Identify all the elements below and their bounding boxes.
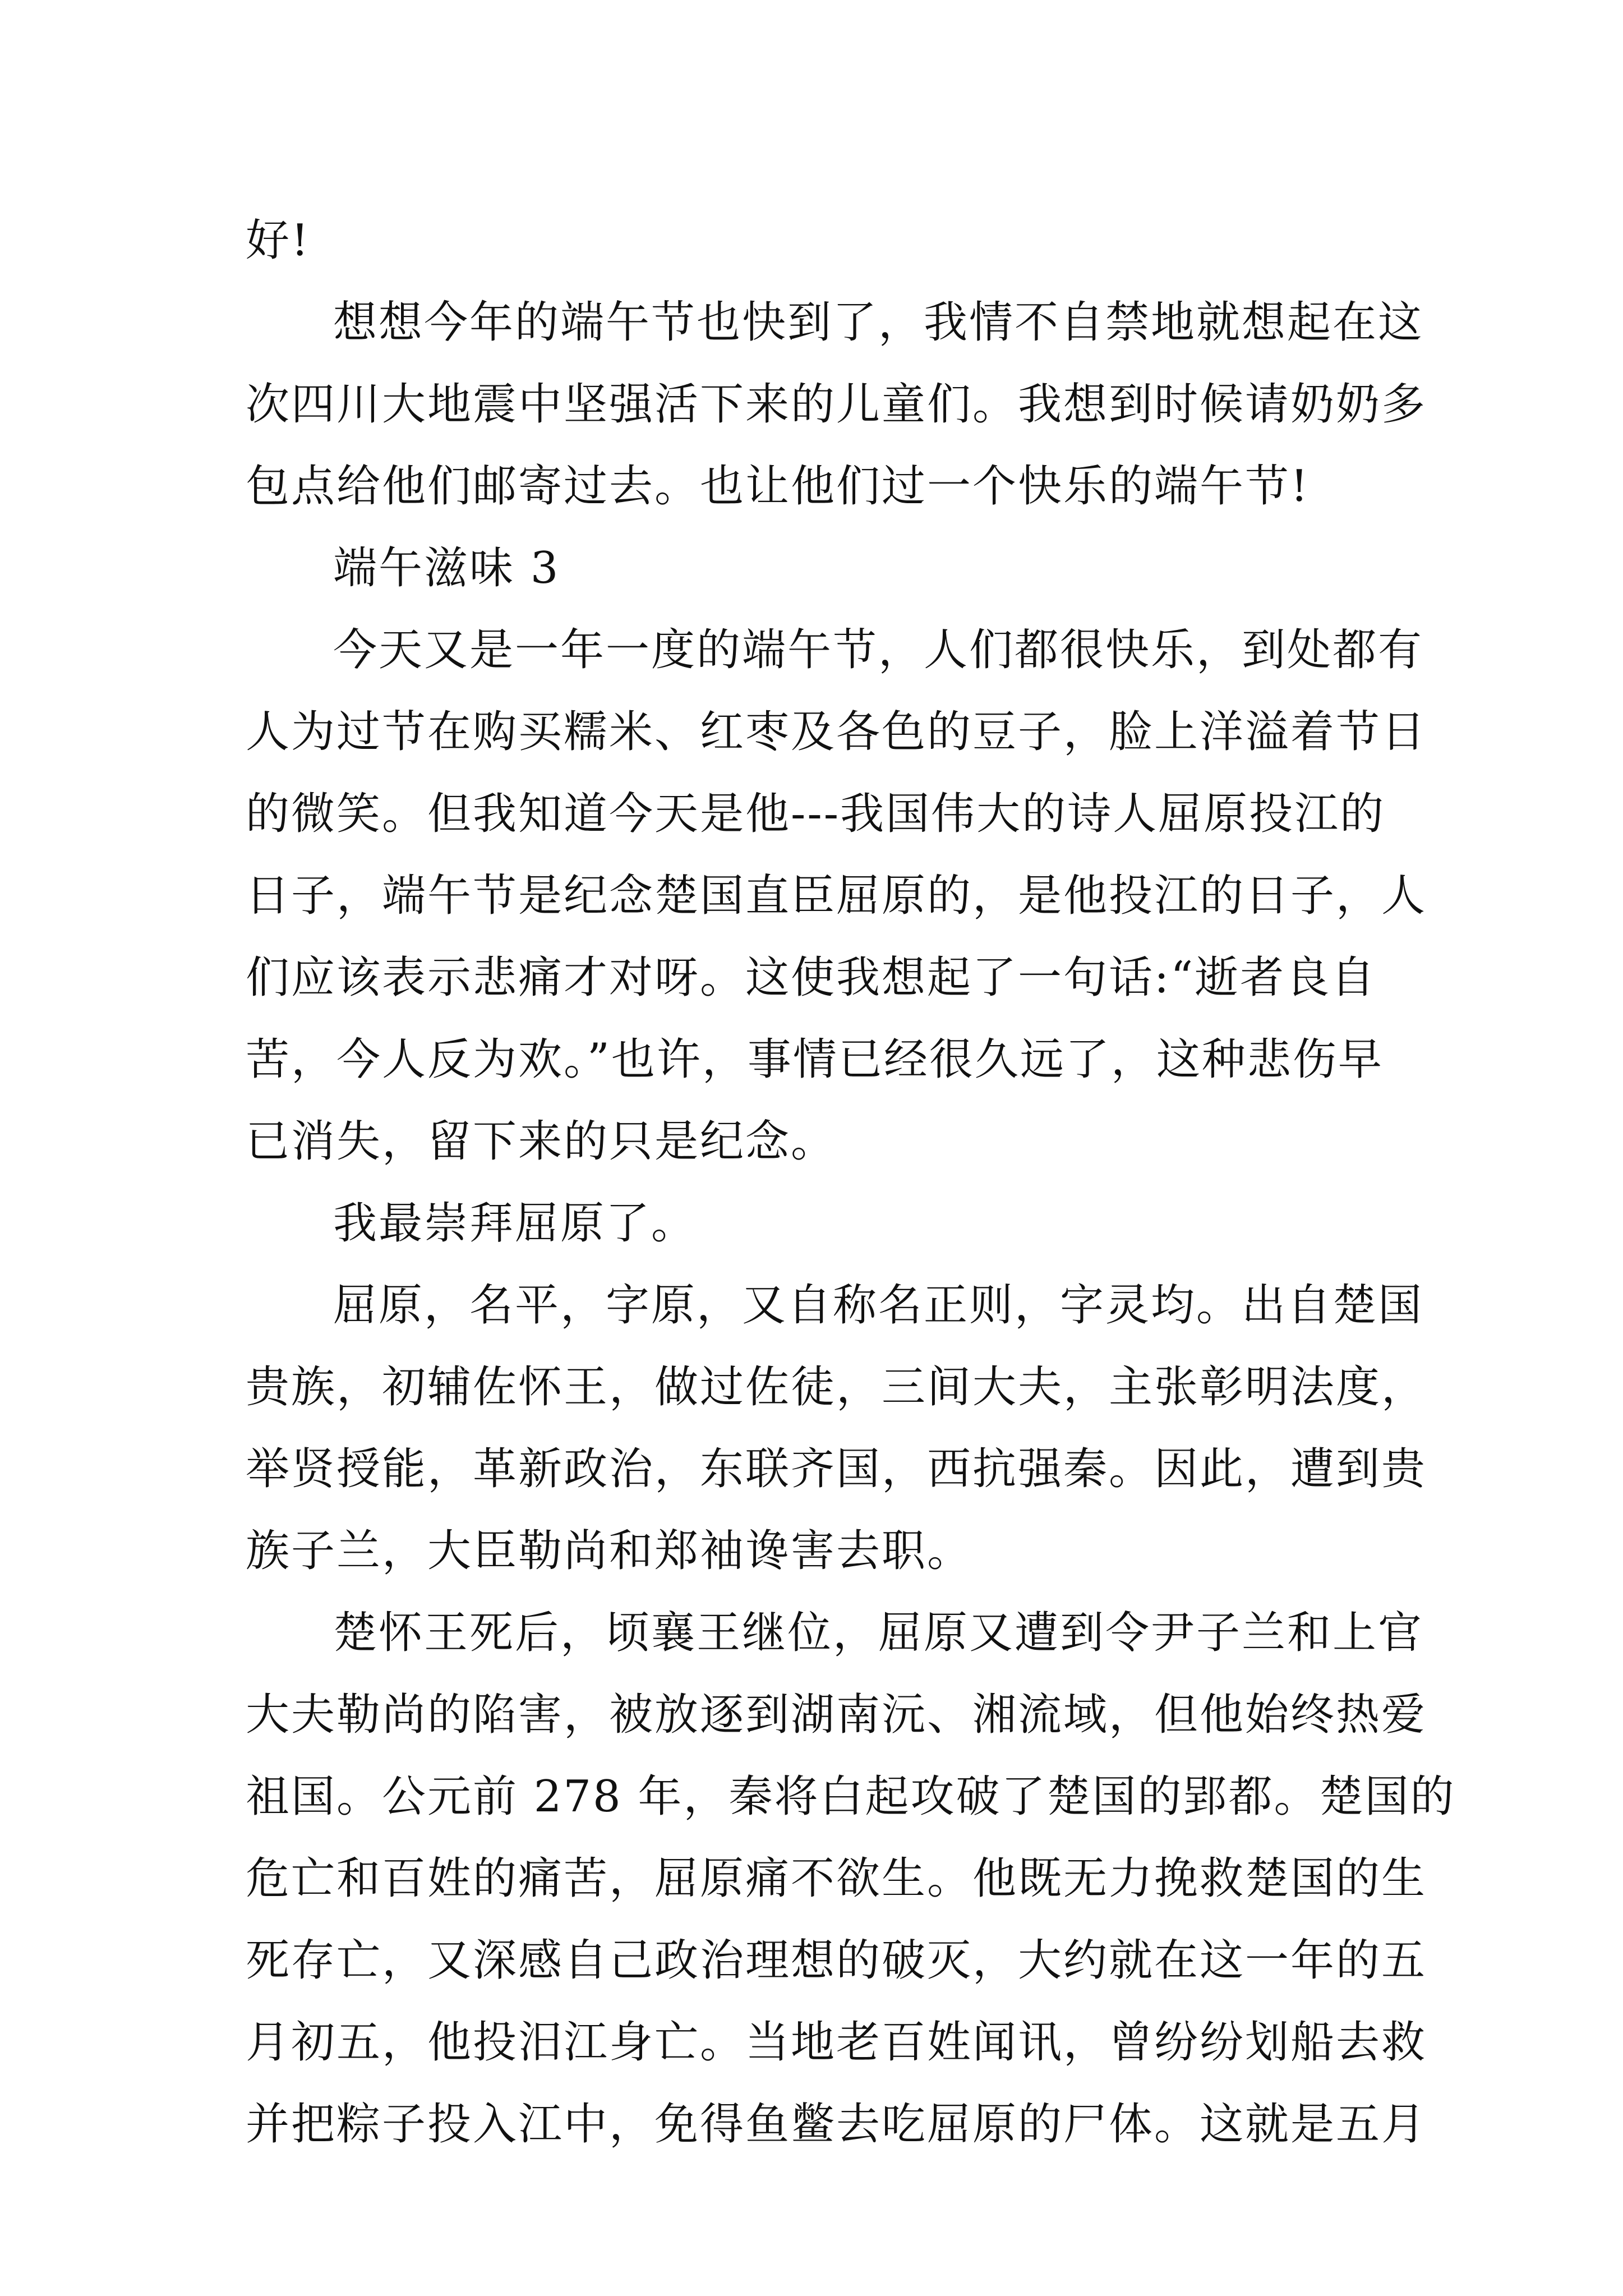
text-line: 们应该表示悲痛才对呀。这使我想起了一句话:“逝者良自 (246, 953, 1377, 1003)
section-heading: 端午滋味 3 (333, 543, 560, 593)
text-line: 的微笑。但我知道今天是他---我国伟大的诗人屈原投江的 (246, 789, 1386, 839)
text-line: 屈原，名平，字原，又自称名正则，字灵均。出自楚国 (333, 1280, 1424, 1331)
text-line: 好! (246, 215, 311, 266)
text-line: 危亡和百姓的痛苦，屈原痛不欲生。他既无力挽救楚国的生 (246, 1853, 1427, 1904)
text-line: 祖国。公元前 278 年，秦将白起攻破了楚国的郢都。楚国的 (246, 1772, 1456, 1822)
text-line: 死存亡，又深感自己政治理想的破灭，大约就在这一年的五 (246, 1935, 1427, 1986)
text-line: 苦，今人反为欢。”也许，事情已经很久远了，这种悲伤早 (246, 1034, 1384, 1085)
text-line: 举贤授能，革新政治，东联齐国，西抗强秦。因此，遭到贵 (246, 1444, 1427, 1494)
text-line: 次四川大地震中坚强活下来的儿童们。我想到时候请奶奶多 (246, 379, 1427, 430)
text-line: 月初五，他投汨江身亡。当地老百姓闻讯，曾纷纷划船去救 (246, 2017, 1427, 2068)
text-line: 贵族，初辅佐怀王，做过佐徒，三间大夫，主张彰明法度， (246, 1362, 1427, 1412)
text-line: 日子，端午节是纪念楚国直臣屈原的，是他投江的日子，人 (246, 871, 1427, 921)
text-line: 楚怀王死后，顷襄王继位，屈原又遭到令尹子兰和上官 (333, 1608, 1424, 1658)
text-line: 今天又是一年一度的端午节，人们都很快乐，到处都有 (333, 625, 1424, 675)
text-line: 包点给他们邮寄过去。也让他们过一个快乐的端午节! (246, 461, 1310, 512)
text-line: 并把粽子投入江中，免得鱼鳖去吃屈原的尸体。这就是五月 (246, 2099, 1427, 2150)
text-line: 想想今年的端午节也快到了，我情不自禁地就想起在这 (333, 297, 1424, 348)
text-line: 已消失，留下来的只是纪念。 (246, 1116, 837, 1167)
text-line: 族子兰，大臣勒尚和郑袖谗害去职。 (246, 1526, 973, 1576)
text-line: 人为过节在购买糯米、红枣及各色的豆子，脸上洋溢着节日 (246, 707, 1427, 757)
text-line: 大夫勒尚的陷害，被放逐到湖南沅、湘流域，但他始终热爱 (246, 1690, 1427, 1740)
text-line: 我最崇拜屈原了。 (333, 1198, 697, 1249)
document-body (246, 200, 1456, 2165)
